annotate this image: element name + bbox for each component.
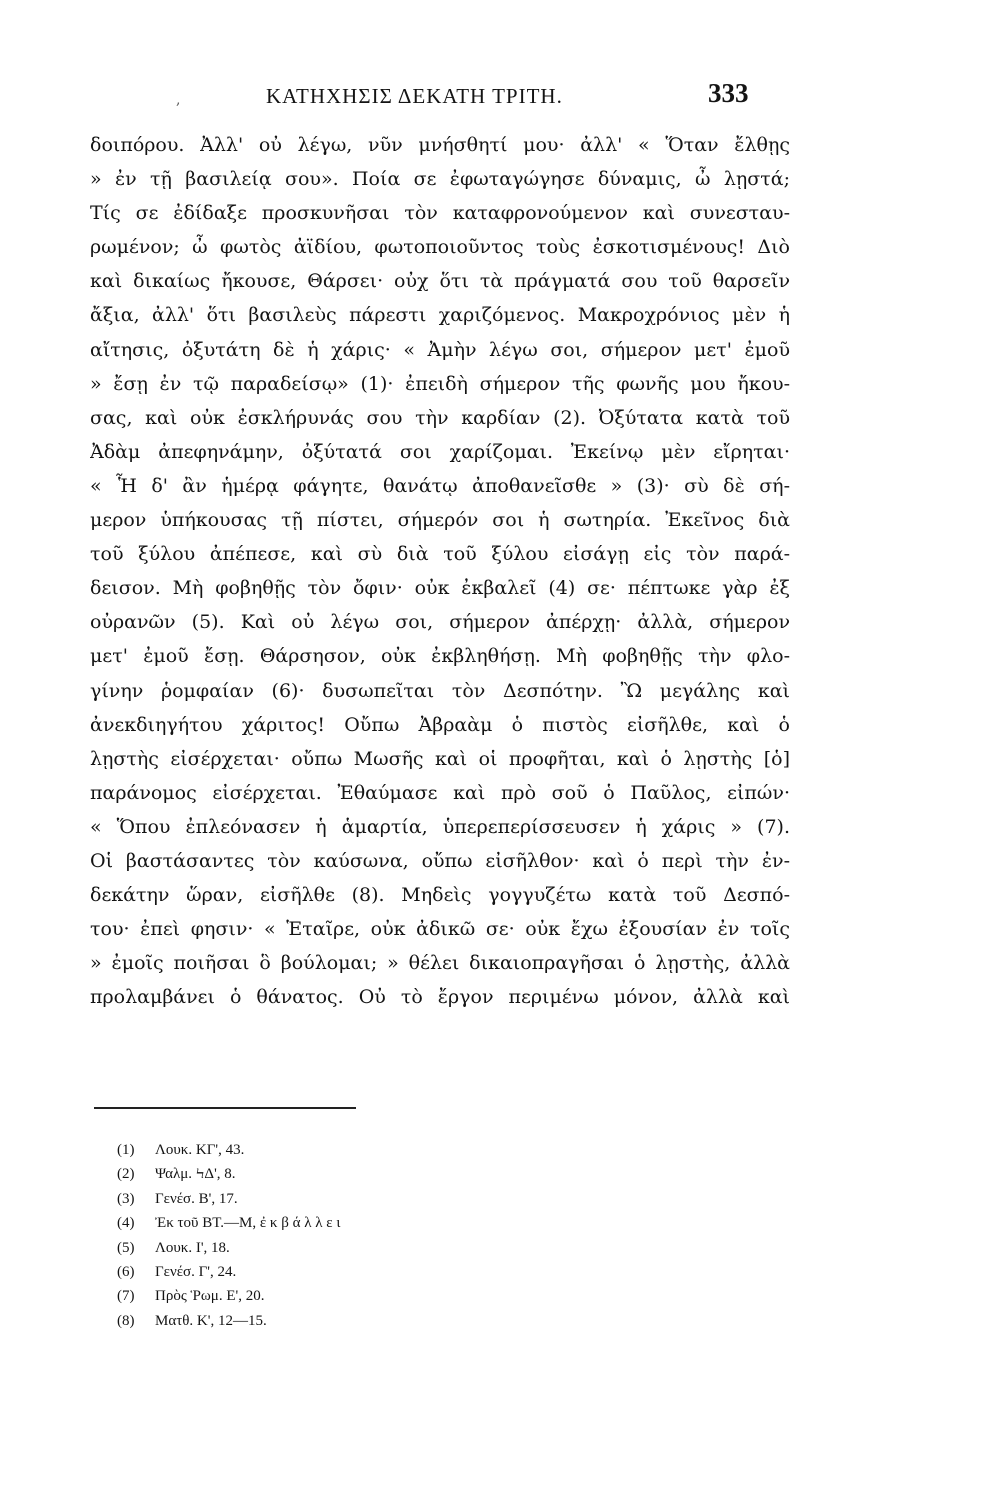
text-line: Ἀδὰμ ἀπεφηνάμην, ὀξύτατά σοι χαρίζομαι. Ἐκείνῳ μὲν εἴρηται· — [90, 440, 790, 463]
text-line: σας, καὶ οὐκ ἐσκλήρυνάς σου τὴν καρδίαν (2). Ὀξύτατα κατὰ τοῦ — [90, 406, 790, 429]
text-line: « Ὅπου ἐπλεόνασεν ἡ ἁμαρτία, ὑπερεπερίσσευσεν ἡ χάρις » (7). — [90, 815, 790, 838]
text-line: » ἐν τῇ βασιλείᾳ σου». Ποία σε ἐφωταγώγησε δύναμις, ὦ λῃστά; — [90, 168, 790, 191]
footnote-number: (2) — [117, 1166, 135, 1183]
footnote-text: Ψαλμ. ϞΔ', 8. — [155, 1166, 236, 1183]
text-line: Οἱ βαστάσαντες τὸν καύσωνα, οὔπω εἰσῆλθον· καὶ ὁ περὶ τὴν ἐν- — [90, 849, 790, 872]
footnote-text: Πρὸς Ῥωμ. Ε', 20. — [155, 1288, 265, 1305]
running-header — [0, 78, 1003, 118]
text-line: δεισον. Μὴ φοβηθῇς τὸν ὄφιν· οὐκ ἐκβαλεῖ (4) σε· πέπτωκε γὰρ ἐξ — [90, 577, 790, 600]
footnote-number: (3) — [117, 1190, 135, 1207]
footnote-text: Ματθ. Κ', 12—15. — [155, 1312, 267, 1329]
text-line: δεκάτην ὥραν, εἰσῆλθε (8). Μηδεὶς γογγυζέτω κατὰ τοῦ Δεσπό- — [90, 884, 790, 907]
text-line: λῃστὴς εἰσέρχεται· οὔπω Μωσῆς καὶ οἱ προφῆται, καὶ ὁ λῃστὴς [ὁ] — [90, 747, 790, 770]
footnote-text: Λουκ. ΚΓ', 43. — [155, 1142, 245, 1158]
footnote-number: (1) — [117, 1142, 135, 1158]
chapter-title: ΚΑΤΗΧΗΣΙΣ ΔΕΚΑΤΗ ΤΡΙΤΗ. — [266, 84, 563, 108]
text-line: μετ' ἐμοῦ ἔσῃ. Θάρσησον, οὐκ ἐκβληθήσῃ. Μὴ φοβηθῇς τὴν φλο- — [90, 645, 790, 668]
text-line: τοῦ ξύλου ἀπέπεσε, καὶ σὺ διὰ τοῦ ξύλου εἰσάγῃ εἰς τὸν παρά- — [90, 543, 790, 566]
text-line: παράνομος εἰσέρχεται. Ἐθαύμασε καὶ πρὸ σοῦ ὁ Παῦλος, εἰπών· — [90, 781, 790, 804]
footnote-text: Γενέσ. Β', 17. — [155, 1190, 238, 1207]
text-line: του· ἐπεὶ φησιν· « Ἑταῖρε, οὐκ ἀδικῶ σε· οὐκ ἔχω ἐξουσίαν ἐν τοῖς — [90, 918, 790, 941]
page-number: 333 — [708, 78, 749, 108]
text-line: Τίς σε ἐδίδαξε προσκυνῆσαι τὸν καταφρονούμενον καὶ συνεσταυ- — [90, 202, 790, 225]
footnote-number: (5) — [117, 1239, 135, 1256]
text-line: μερον ὑπήκουσας τῇ πίστει, σήμερόν σοι ἡ σωτηρία. Ἐκεῖνος διὰ — [90, 509, 790, 532]
footnote-number: (8) — [117, 1312, 135, 1329]
footnote-item — [117, 1260, 517, 1284]
footnote-item — [117, 1284, 517, 1308]
footnote-item — [117, 1187, 517, 1211]
text-line: αἴτησις, ὀξυτάτη δὲ ἡ χάρις· « Ἀμὴν λέγω σοι, σήμερον μετ' ἐμοῦ — [90, 338, 790, 361]
text-line: » ἐμοῖς ποιῆσαι ὃ βούλομαι; » θέλει δικαιοπραγῆσαι ὁ λῃστὴς, ἀλλὰ — [90, 952, 790, 975]
text-line: καὶ δικαίως ἤκουσε, Θάρσει· οὐχ ὅτι τὰ πράγματά σου τοῦ θαρσεῖν — [90, 270, 790, 293]
footnote-divider — [94, 1107, 356, 1109]
text-line: ρωμένον; ὦ φωτὸς ἀϊδίου, φωτοποιοῦντος τοὺς ἐσκοτισμένους! Διὸ — [90, 236, 790, 259]
footnote-text: Γενέσ. Γ', 24. — [155, 1263, 237, 1280]
footnote-item — [117, 1211, 517, 1235]
footnote-number: (7) — [117, 1288, 135, 1305]
footnote-text: Ἐκ τοῦ ΒΤ.—Μ, ἐ κ β ά λ λ ε ι — [155, 1215, 341, 1232]
text-line: προλαμβάνει ὁ θάνατος. Οὐ τὸ ἔργον περιμένω μόνον, ἀλλὰ καὶ — [90, 986, 790, 1009]
footnote-number: (6) — [117, 1263, 135, 1280]
text-line: γίνην ῥομφαίαν (6)· δυσωπεῖται τὸν Δεσπότην. Ὢ μεγάλης καὶ — [90, 679, 790, 702]
text-line: δοιπόρου. Ἀλλ' οὐ λέγω, νῦν μνήσθητί μου· ἀλλ' « Ὅταν ἔλθῃς — [90, 134, 790, 156]
footnote-text: Λουκ. Ι', 18. — [155, 1239, 230, 1256]
body-text — [90, 128, 790, 1014]
footnotes — [117, 1138, 517, 1333]
footnote-item — [117, 1309, 517, 1333]
footnote-item — [117, 1162, 517, 1186]
footnote-item — [117, 1236, 517, 1260]
text-line: ἀνεκδιηγήτου χάριτος! Οὔπω Ἀβραὰμ ὁ πιστὸς εἰσῆλθε, καὶ ὁ — [90, 713, 790, 736]
text-line: » ἔσῃ ἐν τῷ παραδείσῳ» (1)· ἐπειδὴ σήμερον τῆς φωνῆς μου ἤκου- — [90, 372, 790, 395]
text-line: ἄξια, ἀλλ' ὅτι βασιλεὺς πάρεστι χαριζόμενος. Μακροχρόνιος μὲν ἡ — [90, 304, 790, 327]
header-mark: , — [176, 92, 181, 108]
text-line: οὐρανῶν (5). Καὶ οὐ λέγω σοι, σήμερον ἀπέρχῃ· ἀλλὰ, σήμερον — [90, 611, 790, 634]
footnote-item — [117, 1138, 517, 1162]
footnote-number: (4) — [117, 1215, 135, 1232]
text-line: « Ἧ δ' ἂν ἡμέρᾳ φάγητε, θανάτῳ ἀποθανεῖσθε » (3)· σὺ δὲ σή- — [90, 474, 790, 497]
